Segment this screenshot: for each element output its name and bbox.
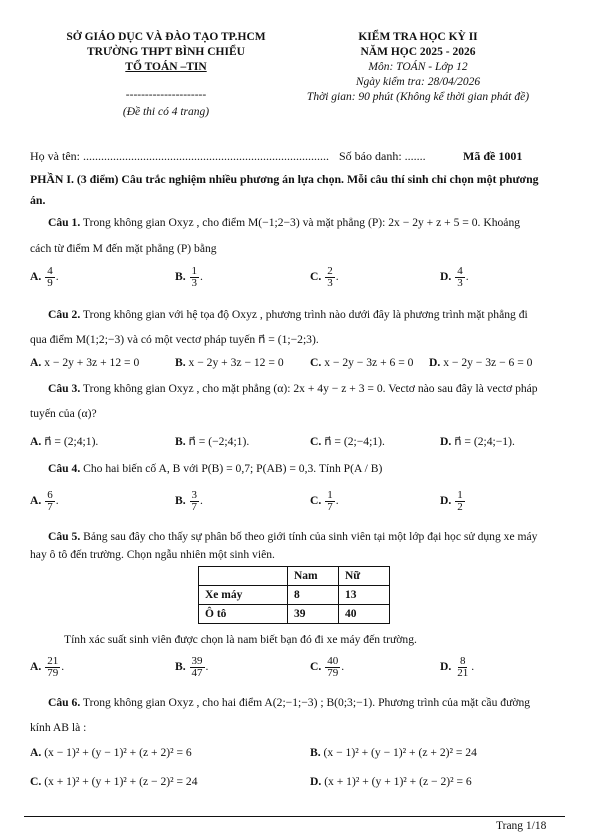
- school-name: TRƯỜNG THPT BÌNH CHIỂU: [87, 46, 245, 58]
- question-2: Câu 2. Trong không gian với hệ tọa độ Oxyz , phương trình nào dưới đây là phương trình mặt phẳng đi: [48, 308, 528, 321]
- exam-code: Mã đề 1001: [463, 149, 523, 163]
- school-year: NĂM HỌC 2025 - 2026: [360, 46, 476, 58]
- q1-option-d[interactable]: D. $\frac{4}{3}$ .: [440, 265, 469, 289]
- question-6-cont: kính AB là :: [30, 721, 87, 734]
- q6-option-b[interactable]: B. (x − 1)² + (y − 1)² + (z + 2)² = 24: [310, 746, 477, 759]
- q2-option-c[interactable]: C. x − 2y − 3z + 6 = 0: [310, 356, 414, 369]
- exam-title: KIỂM TRA HỌC KỲ II: [358, 31, 478, 43]
- question-3-cont: tuyến của (α)?: [30, 407, 97, 420]
- q3-option-d[interactable]: D. n⃗ = (2;4;−1).: [440, 435, 515, 448]
- exam-time: Thời gian: 90 phút (Không kể thời gian phát đề): [306, 91, 530, 103]
- question-6: Câu 6. Trong không gian Oxyz , cho hai điểm A(2;−1;−3) ; B(0;3;−1). Phương trình của mặt cầu đường: [48, 696, 531, 709]
- table-row: Ô tô 39 40: [199, 605, 390, 624]
- q2-option-d[interactable]: D. x − 2y − 3z − 6 = 0: [429, 356, 533, 369]
- q2-option-a[interactable]: A. x − 2y + 3z + 12 = 0: [30, 356, 140, 369]
- q1-option-b[interactable]: B. $\frac{1}{3}$ .: [175, 265, 203, 289]
- footer-divider: [24, 816, 565, 817]
- table-row: Xe máy 8 13: [199, 586, 390, 605]
- exam-date: Ngày kiểm tra: 28/04/2026: [355, 76, 481, 88]
- distribution-table: [198, 566, 390, 624]
- header-left: [48, 30, 284, 120]
- q1-option-a[interactable]: A. $\frac{4}{9}$ .: [30, 265, 59, 289]
- question-text: Trong không gian Oxyz , cho điểm M(−1;2−3) và mặt phẳng (P): 2x − 2y + z + 5 = 0. Khoảng: [80, 216, 521, 229]
- subject: Môn: TOÁN - Lớp 12: [368, 61, 468, 73]
- part1-title-cont: án.: [30, 193, 46, 207]
- dashes: ---------------------: [125, 89, 207, 101]
- q6-option-c[interactable]: C. (x + 1)² + (y + 1)² + (z − 2)² = 24: [30, 775, 198, 788]
- q3-option-c[interactable]: C. n⃗ = (2;−4;1).: [310, 435, 385, 448]
- q4-option-c[interactable]: C. $\frac{1}{7}$ .: [310, 489, 339, 513]
- q5-option-b[interactable]: B. $\frac{39}{47}$ .: [175, 655, 209, 679]
- q4-option-b[interactable]: B. $\frac{3}{7}$ .: [175, 489, 203, 513]
- q6-option-a[interactable]: A. (x − 1)² + (y − 1)² + (z + 2)² = 6: [30, 746, 192, 759]
- question-5-prompt: Tính xác suất sinh viên được chọn là nam biết bạn đó đi xe máy đến trường.: [64, 633, 417, 646]
- question-label: Câu 1.: [48, 216, 81, 229]
- table-header-row: Nam Nữ: [199, 567, 390, 586]
- pages-note: (Đề thi có 4 trang): [122, 106, 210, 118]
- header-right: [293, 30, 543, 105]
- question-1: [48, 216, 520, 229]
- question-5: Câu 5. Bảng sau đây cho thấy sự phân bố theo giới tính của sinh viên tại một lớp đại học sử dụng xe máy: [48, 530, 538, 543]
- q6-option-d[interactable]: D. (x + 1)² + (y + 1)² + (z − 2)² = 6: [310, 775, 472, 788]
- q5-option-d[interactable]: D. $\frac{8}{21}$ .: [440, 655, 475, 679]
- dept-name: SỞ GIÁO DỤC VÀ ĐÀO TẠO TP.HCM: [66, 31, 266, 43]
- q3-option-a[interactable]: A. n⃗ = (2;4;1).: [30, 435, 99, 448]
- student-name-line: Họ và tên: ..................................................................................: [30, 149, 329, 163]
- q3-option-b[interactable]: B. n⃗ = (−2;4;1).: [175, 435, 250, 448]
- part1-title: PHẦN I. (3 điểm) Câu trắc nghiệm nhiều phương án lựa chọn. Mỗi câu thí sinh chỉ chọn một phương: [30, 172, 539, 186]
- question-2-cont: qua điểm M(1;2;−3) và có một vectơ pháp tuyến n⃗ = (1;−2;3).: [30, 333, 319, 346]
- student-id-line: Số báo danh: .......: [339, 149, 426, 163]
- q5-option-a[interactable]: A. $\frac{21}{79}$ .: [30, 655, 65, 679]
- q4-option-d[interactable]: D. $\frac{1}{2}$: [440, 489, 463, 513]
- group-name: TỔ TOÁN –TIN: [125, 61, 207, 73]
- question-1-cont: cách từ điểm M đến mặt phẳng (P) bằng: [30, 242, 217, 255]
- q4-option-a[interactable]: A. $\frac{6}{7}$ .: [30, 489, 59, 513]
- q1-option-c[interactable]: C. $\frac{2}{3}$ .: [310, 265, 339, 289]
- q5-option-c[interactable]: C. $\frac{40}{79}$ .: [310, 655, 345, 679]
- question-4: Câu 4. Cho hai biến cố A, B với P(B) = 0,7; P(AB) = 0,3. Tính P(A / B): [48, 462, 383, 475]
- q2-option-b[interactable]: B. x − 2y + 3z − 12 = 0: [175, 356, 284, 369]
- question-5-cont: hay ô tô đến trường. Chọn ngẫu nhiên một sinh viên.: [30, 548, 275, 561]
- page-number: Trang 1/18: [496, 820, 547, 832]
- question-3: Câu 3. Trong không gian Oxyz , cho mặt phẳng (α): 2x + 4y − z + 3 = 0. Vectơ nào sau đây là vectơ pháp: [48, 382, 538, 395]
